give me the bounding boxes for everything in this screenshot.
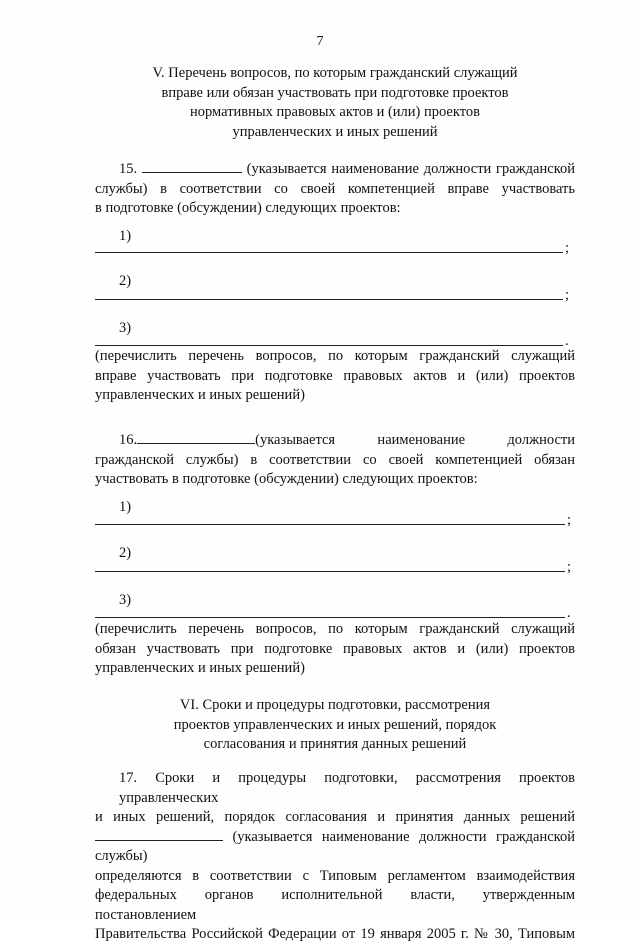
section-5-title-line: управленческих и иных решений [232, 123, 438, 140]
section-5-title [95, 64, 575, 142]
paragraph-15-line3: в подготовке (обсуждении) следующих проектов: [95, 200, 401, 216]
paragraph-16-line3: участвовать в подготовке (обсуждении) следующих проектов: [95, 471, 478, 487]
paragraph-17-line: Правительства Российской Федерации от 19 января 2005 г. № 30, Типовым [95, 926, 575, 942]
section-5-title-line: нормативных правовых актов и (или) проектов [190, 104, 480, 120]
fill-line [95, 571, 565, 572]
paragraph-17-line: федеральных органов исполнительной власти, утвержденным постановлением [95, 887, 575, 923]
section-5-title-line: V. Перечень вопросов, по которым гражданский служащий [152, 65, 518, 81]
note-line: управленческих и иных решений) [95, 660, 305, 676]
list-item-label: 1) [119, 499, 132, 515]
section-6-title [95, 696, 575, 755]
position-blank [142, 160, 242, 173]
list-item-end: ; [567, 559, 572, 575]
paragraph-16-note [95, 620, 575, 679]
position-blank [137, 431, 255, 444]
list-item-end: ; [567, 512, 572, 528]
paragraph-15-line1: (указывается наименование должности гражданской [246, 161, 576, 177]
list-item-label: 1) [119, 228, 132, 244]
fill-line [95, 524, 565, 525]
paragraph-16-line2: гражданской службы) в соответствии со своей компетенцией обязан [95, 451, 575, 468]
list-item-end: ; [565, 240, 570, 256]
section-5-title-line: вправе или обязан участвовать при подготовке проектов [161, 84, 509, 101]
fill-line [95, 299, 563, 300]
section-6-title-line: проектов управленческих и иных решений, порядок [173, 716, 497, 733]
paragraph-17-line [95, 828, 575, 867]
section-6-title-line: VI. Сроки и процедуры подготовки, рассмотрения [179, 697, 491, 713]
note-line: вправе участвовать при подготовке правовых актов и (или) проектов [95, 367, 575, 384]
position-blank [95, 828, 223, 841]
paragraph-16 [95, 431, 575, 490]
list-item-label: 3) [119, 320, 132, 336]
list-item-label: 2) [119, 545, 132, 561]
paragraph-15-line2: службы) в соответствии со своей компетенцией вправе участвовать [95, 180, 575, 197]
note-line: (перечислить перечень вопросов, по которым гражданский служащий [95, 348, 575, 364]
paragraph-15-number: 15. [119, 161, 138, 177]
list-item-end: ; [565, 287, 570, 303]
paragraph-17-line3: (указывается наименование должности гражданской службы) [95, 828, 576, 864]
list-item-label: 3) [119, 592, 132, 608]
paragraph-17-line: 17. Сроки и процедуры подготовки, рассмотрения проектов управленческих [119, 770, 575, 806]
fill-line [95, 617, 565, 618]
fill-line [95, 252, 563, 253]
paragraph-17-line: определяются в соответствии с Типовым регламентом взаимодействия [95, 867, 575, 884]
list-item-label: 2) [119, 273, 132, 289]
note-line: управленческих и иных решений) [95, 387, 305, 403]
paragraph-17-line: и иных решений, порядок согласования и принятия данных решений [95, 809, 575, 825]
paragraph-15-note [95, 347, 575, 406]
fill-line [95, 345, 563, 346]
paragraph-16-line1: (указывается наименование должности [255, 432, 575, 448]
paragraph-17 [95, 769, 575, 945]
paragraph-15 [95, 160, 575, 219]
paragraph-16-line [95, 431, 575, 451]
list-item-end: . [565, 333, 569, 349]
note-line: обязан участвовать при подготовке правовых актов и (или) проектов [95, 640, 575, 657]
page-number: 7 [316, 34, 324, 49]
paragraph-15-line [95, 160, 575, 180]
list-item-end: . [567, 605, 571, 621]
section-6-title-line: согласования и принятия данных решений [203, 736, 467, 752]
paragraph-16-number: 16. [119, 432, 138, 448]
note-line: (перечислить перечень вопросов, по которым гражданский служащий [95, 621, 575, 637]
